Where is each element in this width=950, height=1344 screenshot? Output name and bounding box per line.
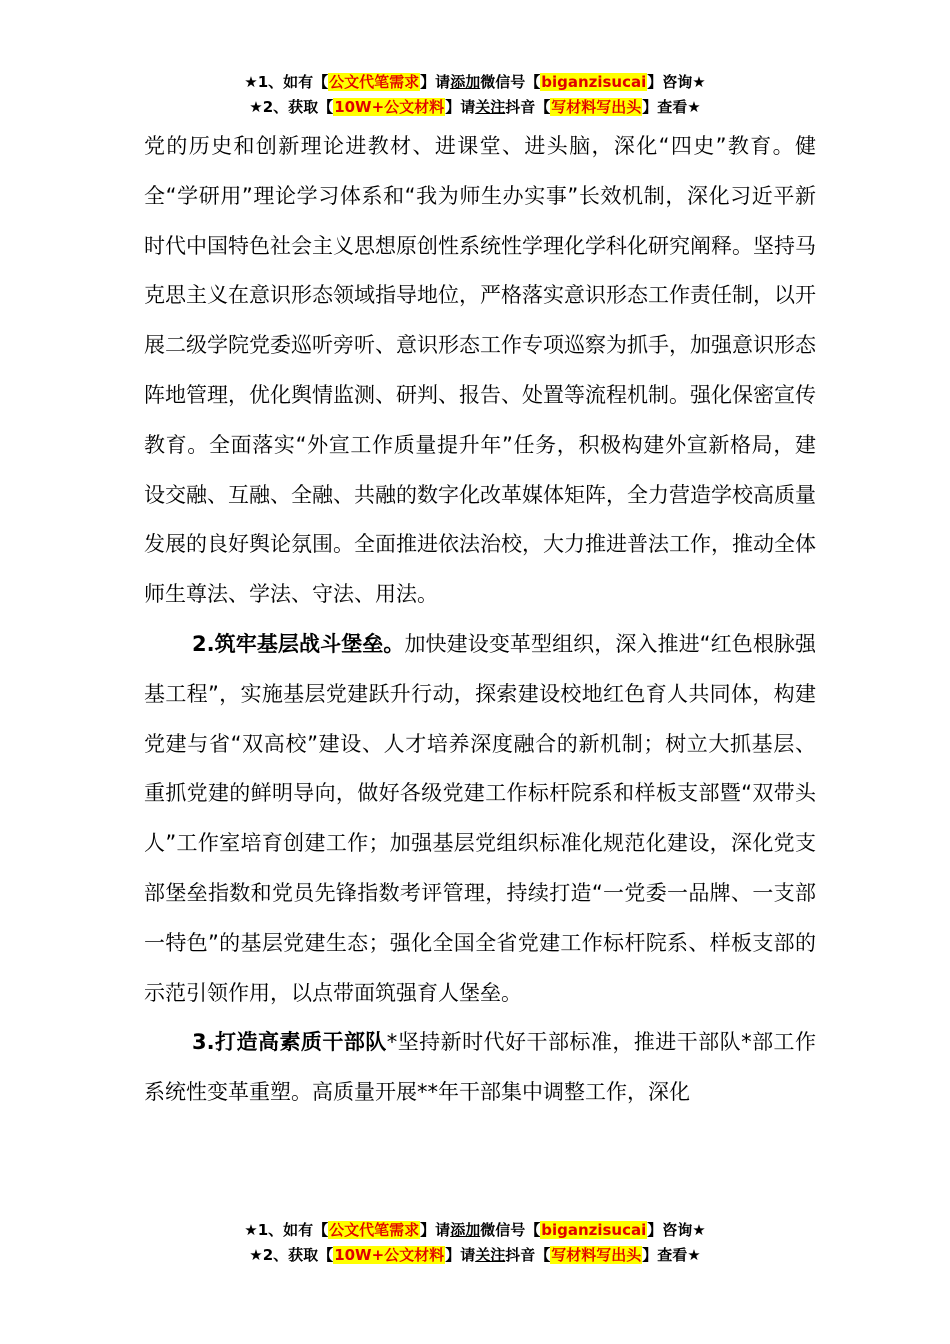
highlight-materials: 10W+公文材料 bbox=[334, 98, 445, 116]
highlight-douyin: 写材料写出头 bbox=[551, 1246, 642, 1264]
highlight-wechat-id: biganzisucai bbox=[541, 1221, 647, 1239]
banner-text: 】请 bbox=[420, 1221, 451, 1239]
banner-emphasis: 添加 bbox=[450, 1221, 481, 1239]
highlight-wechat-id: biganzisucai bbox=[541, 73, 647, 91]
banner-text: 抖音【 bbox=[505, 1246, 551, 1264]
highlight-service: 公文代笔需求 bbox=[329, 1221, 420, 1239]
paragraph-heading: 2.筑牢基层战斗堡垒。 bbox=[192, 631, 405, 656]
banner-text: ★2、获取【 bbox=[249, 98, 334, 116]
banner-text: 】请 bbox=[420, 73, 451, 91]
banner-emphasis: 添加 bbox=[450, 73, 481, 91]
header-banner bbox=[0, 70, 950, 120]
banner-line-1 bbox=[0, 70, 950, 95]
paragraph-text: 党的历史和创新理论进教材、进课堂、进头脑，深化“四史”教育。健全“学研用”理论学习体系和“我为师生办实事”长效机制，深化习近平新时代中国特色社会主义思想原创性系统性学理化学科化研究阐释。坚持马克思主义在意识形态领域指导地位，严格落实意识形态工作责任制，以开展二级学院党委巡听旁听、意识形态工作专项巡察为抓手，加强意识形态阵地管理，优化舆情监测、研判、报告、处置等流程机制。强化保密宣传教育。全面落实“外宣工作质量提升年”任务，积极构建外宣新格局，建设交融、互融、全融、共融的数字化改革媒体矩阵，全力营造学校高质量发展的良好舆论氛围。全面推进依法治校，大力推进普法工作，推动全体师生尊法、学法、守法、用法。 bbox=[144, 134, 816, 607]
banner-text: 抖音【 bbox=[505, 98, 551, 116]
banner-text: 】请 bbox=[445, 98, 476, 116]
highlight-douyin: 写材料写出头 bbox=[551, 98, 642, 116]
paragraph-3 bbox=[144, 1018, 816, 1118]
banner-line-2 bbox=[0, 1243, 950, 1268]
banner-text: ★1、如有【 bbox=[244, 73, 329, 91]
banner-emphasis: 关注 bbox=[475, 98, 506, 116]
highlight-materials: 10W+公文材料 bbox=[334, 1246, 445, 1264]
banner-text: 微信号【 bbox=[480, 1221, 541, 1239]
banner-text: 】查看★ bbox=[642, 98, 701, 116]
banner-text: 】请 bbox=[445, 1246, 476, 1264]
paragraph-text: *坚持新时代好干部标准，推进干部队*部工作系统性变革重塑。高质量开展**年干部集中调整工作，深化 bbox=[144, 1030, 816, 1105]
banner-text: ★1、如有【 bbox=[244, 1221, 329, 1239]
banner-text: 微信号【 bbox=[480, 73, 541, 91]
banner-text: 】咨询★ bbox=[647, 73, 706, 91]
paragraph-2 bbox=[144, 620, 816, 1018]
banner-text: 】咨询★ bbox=[647, 1221, 706, 1239]
banner-emphasis: 关注 bbox=[475, 1246, 506, 1264]
highlight-service: 公文代笔需求 bbox=[329, 73, 420, 91]
footer-banner bbox=[0, 1218, 950, 1268]
banner-line-2 bbox=[0, 95, 950, 120]
banner-text: 】查看★ bbox=[642, 1246, 701, 1264]
paragraph-1 bbox=[144, 122, 816, 620]
banner-text: ★2、获取【 bbox=[249, 1246, 334, 1264]
document-body bbox=[144, 122, 816, 1118]
banner-line-1 bbox=[0, 1218, 950, 1243]
paragraph-heading: 3.打造高素质干部队 bbox=[192, 1030, 387, 1055]
paragraph-text: 加快建设变革型组织，深入推进“红色根脉强基工程”，实施基层党建跃升行动，探索建设校地红色育人共同体，构建党建与省“双高校”建设、人才培养深度融合的新机制；树立大抓基层、重抓党建的鲜明导向，做好各级党建工作标杆院系和样板支部暨“双带头人”工作室培育创建工作；加强基层党组织标准化规范化建设，深化党支部堡垒指数和党员先锋指数考评管理，持续打造“一党委一品牌、一支部一特色”的基层党建生态；强化全国全省党建工作标杆院系、样板支部的示范引领作用，以点带面筑强育人堡垒。 bbox=[144, 631, 816, 1005]
